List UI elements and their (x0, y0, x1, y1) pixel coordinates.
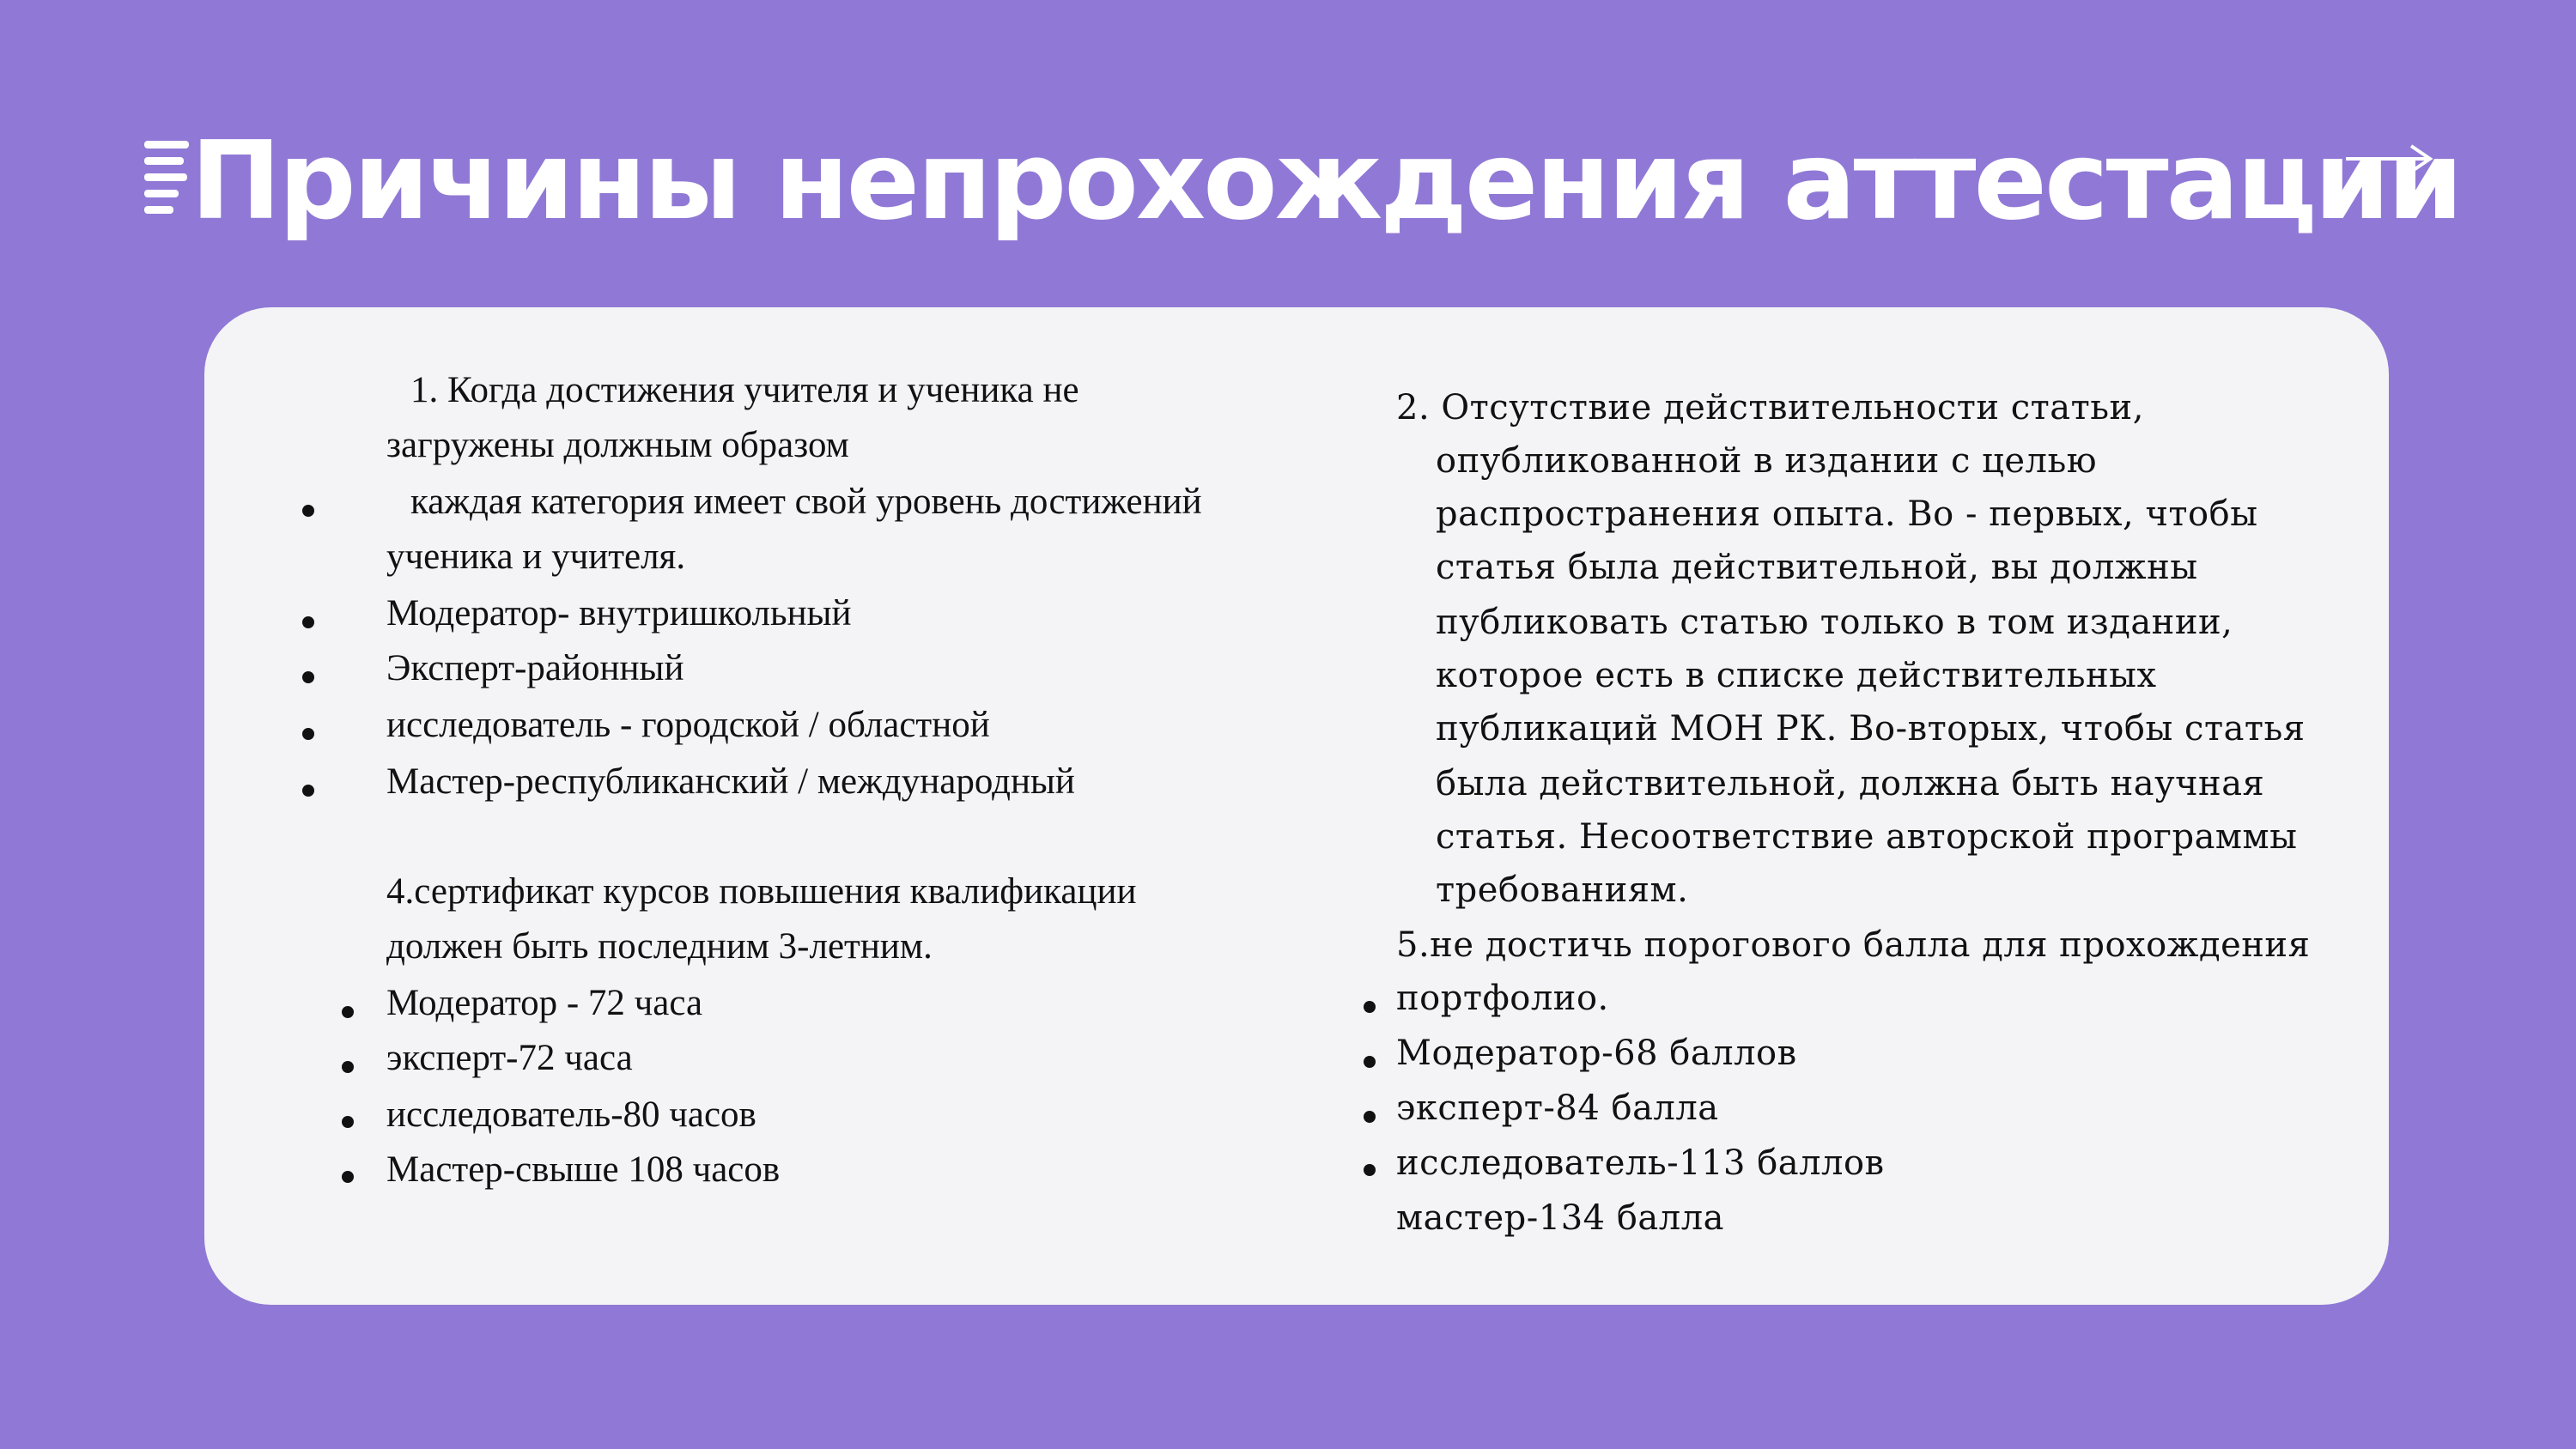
bullet-dot (302, 671, 314, 683)
item5-line2: портфолио. (1396, 979, 1609, 1018)
item2-line: которое есть в списке действительных (1436, 656, 2157, 695)
score-item: Модератор-68 баллов (1396, 1034, 1797, 1073)
bullet-dot (342, 1171, 354, 1183)
item5-line1: 5.не достичь порогового балла для прохождения (1396, 925, 2311, 965)
arrow-right-icon[interactable] (2342, 129, 2437, 189)
content-card (204, 307, 2389, 1305)
item2-line: статья была действительной, вы должны (1436, 548, 2198, 587)
bullet-dot (342, 1061, 354, 1073)
item2-line: распространения опыта. Во - первых, чтобы (1436, 494, 2258, 534)
bullet5: Мастер-республиканский / международный (386, 761, 1075, 802)
page-title: Причины непрохождения аттестации (191, 118, 2461, 244)
bullet-dot (1364, 1164, 1376, 1176)
item2-line: публикаций МОН РК. Во-вторых, чтобы статья (1436, 709, 2306, 749)
item2-line: статья. Несоответствие авторской программы (1436, 817, 2298, 857)
item2-line: опубликованной в издании с целью (1436, 441, 2098, 481)
bullet-dot (1364, 1111, 1376, 1123)
hours-item: Модератор - 72 часа (386, 983, 703, 1023)
bullet-dot (302, 505, 314, 517)
item2-line: была действительной, должна быть научная (1436, 764, 2265, 803)
item4-line2: должен быть последним 3-летним. (386, 926, 933, 967)
bullet3: Эксперт-районный (386, 648, 684, 688)
item2-line: публиковать статью только в том издании, (1436, 603, 2233, 642)
item1-line2: загружены должным образом (386, 425, 849, 465)
master-score: мастер-134 балла (1396, 1198, 1724, 1238)
bullet-dot (1364, 1056, 1376, 1068)
bullet4: исследователь - городской / областной (386, 705, 990, 745)
bullet1-line1: каждая категория имеет свой уровень достижений (410, 482, 1202, 522)
title-bar (144, 103, 2463, 258)
hours-item: эксперт-72 часа (386, 1038, 633, 1078)
bullet1-line2: ученика и учителя. (386, 537, 686, 577)
bullet-dot (302, 785, 314, 797)
score-item: эксперт-84 балла (1396, 1088, 1719, 1128)
speed-lines-icon (144, 141, 196, 213)
item2-line: требованиям. (1436, 870, 1689, 910)
bullet-dot (342, 1116, 354, 1128)
bullet-dot (342, 1006, 354, 1018)
hours-item: исследователь-80 часов (386, 1094, 756, 1135)
hours-item: Мастер-свыше 108 часов (386, 1149, 781, 1190)
item2-line: 2. Отсутствие действительности статьи, (1396, 388, 2144, 427)
item1-line1: 1. Когда достижения учителя и ученика не (410, 370, 1079, 410)
bullet2: Модератор- внутришкольный (386, 593, 852, 634)
bullet-dot (302, 728, 314, 740)
item4-line1: 4.сертификат курсов повышения квалификации (386, 871, 1137, 912)
bullet-dot (302, 616, 314, 628)
bullet-dot (1364, 1001, 1376, 1013)
score-item: исследователь-113 баллов (1396, 1143, 1885, 1183)
